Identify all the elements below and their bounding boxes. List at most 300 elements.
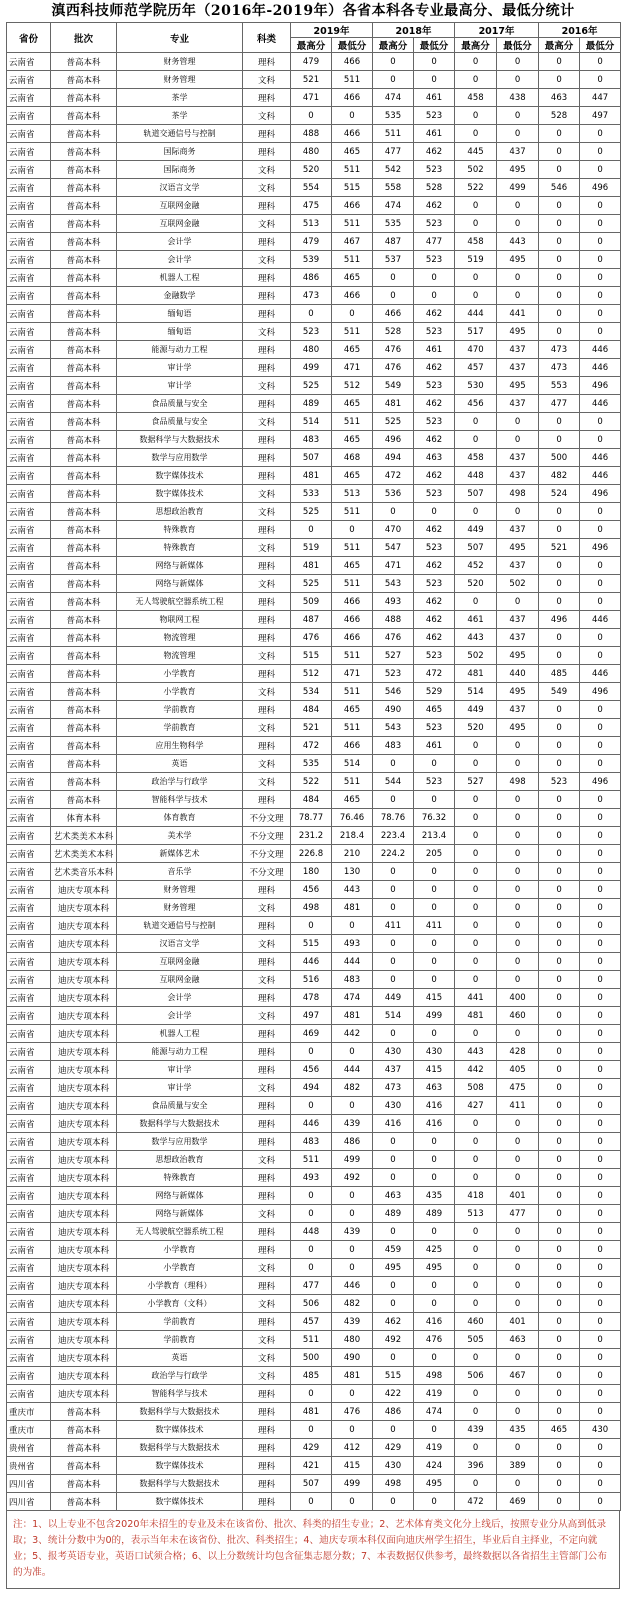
cell-2016-max: 0 [539,791,580,809]
cell-2018-min: 529 [414,683,455,701]
cell-2016-max: 521 [539,539,580,557]
table-row [7,935,621,953]
cell-category: 理科 [243,1115,291,1133]
cell-province: 云南省 [7,71,51,89]
cell-major: 机器人工程 [117,269,243,287]
cell-major: 物流管理 [117,629,243,647]
cell-2018-max: 0 [373,1277,414,1295]
table-row [7,755,621,773]
table-row [7,359,621,377]
cell-2017-min: 0 [497,971,539,989]
cell-major: 会计学 [117,989,243,1007]
cell-2018-max: 514 [373,1007,414,1025]
table-row [7,179,621,197]
cell-2017-min: 438 [497,89,539,107]
cell-2016-max: 473 [539,341,580,359]
cell-2016-max: 0 [539,971,580,989]
cell-2017-min: 435 [497,1421,539,1439]
cell-2016-min: 0 [580,1223,621,1241]
cell-major: 数据科学与大数据技术 [117,1475,243,1493]
cell-2019-max: 429 [291,1439,332,1457]
cell-2016-max: 0 [539,1349,580,1367]
cell-2019-max: 534 [291,683,332,701]
cell-2016-min: 0 [580,1475,621,1493]
cell-major: 能源与动力工程 [117,1043,243,1061]
cell-category: 理科 [243,917,291,935]
cell-2018-max: 488 [373,611,414,629]
cell-2016-max: 0 [539,755,580,773]
cell-2017-min: 0 [497,1025,539,1043]
cell-province: 云南省 [7,503,51,521]
cell-2016-max: 523 [539,773,580,791]
cell-province: 云南省 [7,1205,51,1223]
cell-2018-max: 487 [373,233,414,251]
cell-category: 文科 [243,773,291,791]
table-row [7,449,621,467]
table-row [7,647,621,665]
cell-2018-max: 495 [373,1259,414,1277]
cell-2018-max: 472 [373,467,414,485]
cell-2018-max: 477 [373,143,414,161]
cell-2017-min: 437 [497,395,539,413]
cell-2017-max: 481 [455,1007,497,1025]
cell-2019-max: 480 [291,143,332,161]
cell-2016-min: 0 [580,845,621,863]
cell-2019-max: 479 [291,233,332,251]
cell-2019-min: 466 [332,593,373,611]
table-row [7,1493,621,1511]
cell-2017-min: 0 [497,287,539,305]
cell-category: 理科 [243,143,291,161]
cell-major: 应用生物科学 [117,737,243,755]
cell-major: 英语 [117,1349,243,1367]
cell-major: 互联网金融 [117,197,243,215]
cell-province: 云南省 [7,863,51,881]
cell-2017-max: 0 [455,53,497,71]
cell-2017-max: 0 [455,791,497,809]
cell-2017-max: 0 [455,1259,497,1277]
cell-2016-max: 0 [539,953,580,971]
cell-province: 云南省 [7,521,51,539]
cell-2017-max: 0 [455,269,497,287]
cell-2019-max: 554 [291,179,332,197]
cell-batch: 普高本科 [51,53,117,71]
cell-2016-min: 446 [580,395,621,413]
cell-2018-min: 0 [414,1493,455,1511]
table-row [7,593,621,611]
cell-2019-max: 0 [291,1493,332,1511]
cell-2019-min: 0 [332,1187,373,1205]
cell-province: 云南省 [7,143,51,161]
cell-2017-max: 0 [455,431,497,449]
cell-major: 缅甸语 [117,323,243,341]
cell-2018-max: 474 [373,197,414,215]
cell-2019-min: 482 [332,1295,373,1313]
cell-2018-min: 495 [414,1259,455,1277]
cell-2019-max: 499 [291,359,332,377]
cell-batch: 迪庆专项本科 [51,1097,117,1115]
cell-2017-min: 0 [497,125,539,143]
cell-2017-max: 522 [455,179,497,197]
cell-major: 物流管理 [117,647,243,665]
cell-2017-min: 495 [497,323,539,341]
cell-category: 理科 [243,1187,291,1205]
cell-major: 互联网金融 [117,971,243,989]
score-table [6,22,621,1511]
table-row [7,53,621,71]
cell-major: 金融数学 [117,287,243,305]
cell-category: 理科 [243,1277,291,1295]
cell-province: 云南省 [7,341,51,359]
cell-2019-min: 512 [332,377,373,395]
cell-2017-max: 0 [455,1115,497,1133]
cell-batch: 迪庆专项本科 [51,1061,117,1079]
cell-category: 理科 [243,467,291,485]
cell-2019-max: 514 [291,413,332,431]
cell-2018-max: 449 [373,989,414,1007]
cell-2017-min: 428 [497,1043,539,1061]
cell-2018-min: 476 [414,1331,455,1349]
cell-batch: 普高本科 [51,791,117,809]
cell-2018-min: 523 [414,323,455,341]
cell-2019-min: 486 [332,1133,373,1151]
cell-2018-min: 528 [414,179,455,197]
cell-2019-min: 130 [332,863,373,881]
cell-2017-min: 0 [497,1295,539,1313]
cell-2017-max: 0 [455,953,497,971]
cell-major: 政治学与行政学 [117,773,243,791]
cell-category: 文科 [243,503,291,521]
cell-batch: 普高本科 [51,1457,117,1475]
cell-major: 网络与新媒体 [117,575,243,593]
cell-2018-min: 462 [414,395,455,413]
cell-2016-max: 528 [539,107,580,125]
cell-2019-max: 0 [291,1043,332,1061]
cell-2016-max: 0 [539,1439,580,1457]
cell-2016-min: 496 [580,539,621,557]
cell-2018-max: 523 [373,665,414,683]
cell-2017-min: 495 [497,377,539,395]
cell-2018-min: 0 [414,1223,455,1241]
cell-2019-min: 439 [332,1223,373,1241]
header-max: 最高分 [373,38,414,53]
cell-province: 云南省 [7,1043,51,1061]
cell-2019-max: 0 [291,1241,332,1259]
cell-2016-min: 0 [580,1241,621,1259]
table-row [7,395,621,413]
cell-2017-min: 0 [497,899,539,917]
cell-2016-min: 0 [580,233,621,251]
cell-2017-max: 517 [455,323,497,341]
cell-2017-min: 463 [497,1331,539,1349]
cell-2018-min: 424 [414,1457,455,1475]
cell-2019-min: 466 [332,53,373,71]
cell-2019-min: 466 [332,287,373,305]
cell-2016-max: 0 [539,1079,580,1097]
cell-category: 文科 [243,935,291,953]
cell-2017-min: 0 [497,53,539,71]
cell-2016-max: 465 [539,1421,580,1439]
cell-2018-max: 483 [373,737,414,755]
table-row [7,89,621,107]
table-row [7,809,621,827]
cell-2019-max: 484 [291,791,332,809]
cell-2016-min: 0 [580,1493,621,1511]
cell-batch: 迪庆专项本科 [51,917,117,935]
cell-province: 云南省 [7,431,51,449]
cell-2016-min: 0 [580,413,621,431]
cell-2017-min: 0 [497,1385,539,1403]
cell-province: 云南省 [7,1331,51,1349]
table-row [7,863,621,881]
cell-2018-min: 462 [414,521,455,539]
cell-2018-max: 422 [373,1385,414,1403]
cell-2016-max: 0 [539,1115,580,1133]
cell-2018-max: 543 [373,719,414,737]
cell-batch: 迪庆专项本科 [51,1349,117,1367]
cell-2018-min: 0 [414,287,455,305]
table-row [7,143,621,161]
cell-2017-max: 472 [455,1493,497,1511]
cell-category: 理科 [243,305,291,323]
cell-major: 茶学 [117,107,243,125]
table-row [7,215,621,233]
cell-province: 云南省 [7,755,51,773]
cell-2018-min: 416 [414,1097,455,1115]
cell-2017-min: 437 [497,701,539,719]
cell-2017-min: 437 [497,629,539,647]
cell-category: 理科 [243,1097,291,1115]
cell-2018-max: 494 [373,449,414,467]
cell-2019-min: 481 [332,1007,373,1025]
cell-2018-min: 419 [414,1385,455,1403]
cell-batch: 普高本科 [51,161,117,179]
cell-batch: 迪庆专项本科 [51,1025,117,1043]
cell-2017-max: 520 [455,575,497,593]
cell-province: 云南省 [7,935,51,953]
page-title: 滇西科技师范学院历年（2016年-2019年）各省本科各专业最高分、最低分统计 [51,3,575,19]
cell-2017-min: 0 [497,863,539,881]
table-body [7,53,621,1511]
cell-2018-min: 462 [414,431,455,449]
cell-2017-min: 467 [497,1367,539,1385]
cell-2016-min: 0 [580,917,621,935]
cell-batch: 普高本科 [51,71,117,89]
cell-2019-max: 448 [291,1223,332,1241]
cell-batch: 普高本科 [51,593,117,611]
cell-2019-max: 535 [291,755,332,773]
cell-province: 云南省 [7,89,51,107]
cell-2019-max: 0 [291,1205,332,1223]
cell-2019-max: 0 [291,521,332,539]
cell-batch: 普高本科 [51,521,117,539]
cell-2016-min: 0 [580,1295,621,1313]
cell-2017-max: 457 [455,359,497,377]
cell-batch: 迪庆专项本科 [51,1295,117,1313]
cell-2017-max: 444 [455,305,497,323]
cell-2016-max: 0 [539,53,580,71]
cell-2019-max: 525 [291,575,332,593]
table-row [7,719,621,737]
cell-2017-min: 0 [497,881,539,899]
cell-major: 财务管理 [117,899,243,917]
cell-2019-min: 465 [332,395,373,413]
table-row [7,1169,621,1187]
cell-2017-max: 508 [455,1079,497,1097]
header-province: 省份 [7,23,51,53]
cell-2018-max: 430 [373,1097,414,1115]
cell-2017-max: 0 [455,287,497,305]
cell-2019-max: 471 [291,89,332,107]
cell-2018-min: 499 [414,1007,455,1025]
cell-batch: 迪庆专项本科 [51,989,117,1007]
cell-category: 理科 [243,1313,291,1331]
cell-2019-max: 0 [291,1187,332,1205]
header-year-2017: 2017年 [455,23,539,38]
cell-2019-min: 466 [332,197,373,215]
cell-2016-min: 0 [580,521,621,539]
cell-2016-max: 500 [539,449,580,467]
cell-major: 数字媒体技术 [117,467,243,485]
cell-2018-max: 544 [373,773,414,791]
cell-batch: 迪庆专项本科 [51,1187,117,1205]
cell-province: 云南省 [7,1367,51,1385]
cell-2016-min: 0 [580,251,621,269]
cell-major: 体育教育 [117,809,243,827]
table-row [7,503,621,521]
cell-2018-max: 0 [373,971,414,989]
cell-2017-max: 0 [455,1295,497,1313]
cell-2018-max: 0 [373,1025,414,1043]
cell-major: 学前教育 [117,1331,243,1349]
cell-2017-min: 0 [497,1277,539,1295]
cell-category: 理科 [243,395,291,413]
cell-batch: 普高本科 [51,467,117,485]
cell-2019-max: 446 [291,953,332,971]
cell-2016-max: 0 [539,737,580,755]
cell-2019-max: 456 [291,881,332,899]
cell-2019-min: 483 [332,971,373,989]
cell-province: 云南省 [7,881,51,899]
cell-2016-min: 0 [580,557,621,575]
cell-2019-min: 511 [332,215,373,233]
cell-2018-min: 0 [414,1295,455,1313]
cell-major: 英语 [117,755,243,773]
cell-2016-max: 0 [539,1277,580,1295]
cell-2018-min: 523 [414,377,455,395]
cell-2019-min: 439 [332,1115,373,1133]
cell-province: 云南省 [7,647,51,665]
cell-2016-min: 0 [580,503,621,521]
cell-2018-min: 523 [414,107,455,125]
cell-2016-max: 473 [539,359,580,377]
cell-2016-max: 0 [539,161,580,179]
cell-province: 云南省 [7,467,51,485]
table-row [7,1205,621,1223]
cell-2019-max: 481 [291,1403,332,1421]
cell-2018-max: 437 [373,1061,414,1079]
table-row [7,1457,621,1475]
cell-category: 理科 [243,737,291,755]
cell-2018-min: 498 [414,1367,455,1385]
cell-batch: 普高本科 [51,755,117,773]
cell-2019-max: 481 [291,467,332,485]
cell-2017-min: 499 [497,179,539,197]
cell-2016-min: 446 [580,359,621,377]
cell-batch: 普高本科 [51,1403,117,1421]
cell-2018-min: 0 [414,953,455,971]
cell-batch: 普高本科 [51,197,117,215]
cell-2017-min: 495 [497,683,539,701]
cell-2019-min: 511 [332,773,373,791]
cell-2018-max: 489 [373,1205,414,1223]
cell-2018-max: 547 [373,539,414,557]
cell-2017-max: 0 [455,1223,497,1241]
cell-2016-max: 0 [539,557,580,575]
cell-batch: 迪庆专项本科 [51,1151,117,1169]
cell-category: 理科 [243,1403,291,1421]
cell-2018-min: 419 [414,1439,455,1457]
cell-2016-min: 496 [580,377,621,395]
cell-province: 云南省 [7,1169,51,1187]
cell-major: 无人驾驶航空器系统工程 [117,1223,243,1241]
cell-2019-min: 511 [332,575,373,593]
cell-2019-min: 0 [332,1097,373,1115]
cell-2017-max: 441 [455,989,497,1007]
cell-category: 理科 [243,989,291,1007]
cell-2019-max: 498 [291,899,332,917]
cell-category: 不分文理 [243,809,291,827]
cell-2019-max: 522 [291,773,332,791]
table-row [7,557,621,575]
cell-2016-min: 0 [580,1457,621,1475]
cell-2019-min: 0 [332,1421,373,1439]
cell-2019-max: 511 [291,1151,332,1169]
cell-2018-min: 523 [414,485,455,503]
cell-2017-min: 498 [497,773,539,791]
cell-2018-max: 549 [373,377,414,395]
cell-2016-min: 0 [580,1043,621,1061]
cell-2016-max: 0 [539,1457,580,1475]
cell-category: 理科 [243,341,291,359]
cell-batch: 艺术类美术本科 [51,845,117,863]
cell-batch: 普高本科 [51,107,117,125]
cell-2016-max: 0 [539,197,580,215]
cell-province: 云南省 [7,1007,51,1025]
cell-province: 云南省 [7,269,51,287]
cell-2017-max: 439 [455,1421,497,1439]
cell-2017-max: 449 [455,521,497,539]
cell-2018-max: 0 [373,1295,414,1313]
cell-2018-min: 411 [414,917,455,935]
cell-2017-max: 418 [455,1187,497,1205]
cell-batch: 迪庆专项本科 [51,1331,117,1349]
cell-province: 云南省 [7,917,51,935]
cell-batch: 普高本科 [51,341,117,359]
cell-2018-max: 525 [373,413,414,431]
cell-2016-min: 0 [580,125,621,143]
cell-major: 小学教育 [117,1259,243,1277]
cell-2019-max: 78.77 [291,809,332,827]
header-year-2019: 2019年 [291,23,373,38]
cell-major: 美术学 [117,827,243,845]
cell-2018-min: 0 [414,1151,455,1169]
cell-category: 文科 [243,683,291,701]
cell-2018-max: 223.4 [373,827,414,845]
cell-category: 文科 [243,1349,291,1367]
table-row [7,269,621,287]
cell-2019-min: 446 [332,1277,373,1295]
